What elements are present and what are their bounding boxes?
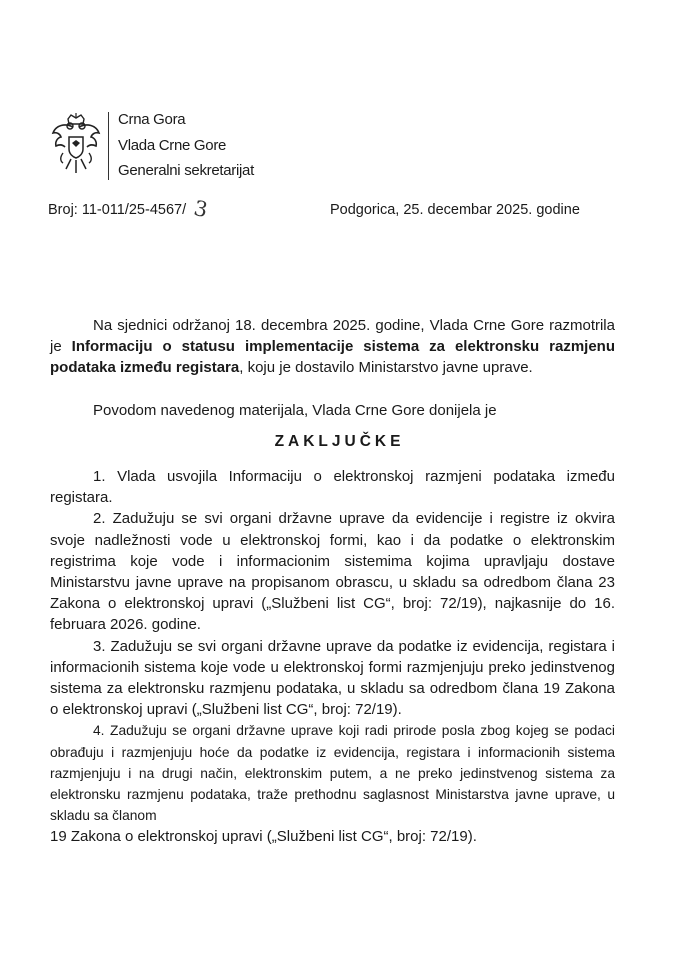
intro-text-end: , koju je dostavilo Ministarstvo javne uprave. [239, 359, 533, 377]
conclusion-4-end: 19 Zakona o elektronskoj upravi („Službeni list CG“, broj: 72/19). [50, 828, 477, 846]
conclusion-3: 3. Zadužuju se svi organi državne uprave da podatke iz evidencija, registara i informacionih sistema koje vode u elektronskoj formi razmjenjuju preko jedinstvenog sistema za elektronsku razmjenu podataka, u skladu sa odredbom člana 19 Zakona o elektronskoj upravi („Službeni list CG“, broj: 72/19). [50, 637, 615, 719]
intro-text-start: Na sjednici održanoj 18. decembra 2025. godine, Vlada Crne Gore razmotrila je [50, 317, 615, 356]
coat-of-arms-icon [51, 113, 101, 175]
header-country: Crna Gora [118, 111, 186, 128]
reference-number: Broj: 11-011/25-4567/ [48, 202, 187, 218]
conclusion-4: 4. Zadužuju se organi državne uprave koji radi prirode posla zbog kojeg se podaci obrađuju i razmjenjuju hoće da podatke iz evidencija, registara i informacionih sistema razmjenjuju i na drugi način, elektronskim putem, a ne preko jedinstvenog sistema za elektronsku razmjenu podataka, traže prethodnu saglasnost Ministarstva javne uprave, u skladu sa članom [50, 723, 615, 824]
header-divider [108, 112, 109, 180]
conclusion-2: 2. Zadužuju se svi organi državne uprave da evidencije i registre iz okvira svoje nadležnosti vode u elektronskoj formi, kao i da podatke o elektronskim registrima koje vode i informacionim sistemima kojima upravljaju dostave Ministarstvu javne uprave na propisanom obrascu, u skladu sa odredbom člana 23 Zakona o elektronskoj upravi („Službeni list CG“, broj: 72/19), najkasnije do 16. februara 2026. godine. [50, 510, 615, 634]
conclusions-list [50, 466, 615, 848]
handwritten-number: 3 [191, 195, 210, 223]
conclusion-1: 1. Vlada usvojila Informaciju o elektronskoj razmjeni podataka između registara. [50, 468, 615, 507]
intro-bold-subject: Informaciju o statusu implementacije sistema za elektronsku razmjenu podataka između registara [50, 338, 615, 377]
conclusions-heading: ZAKLJUČKE [274, 433, 405, 450]
intro-paragraph [50, 315, 615, 379]
document-date: Podgorica, 25. decembar 2025. godine [330, 202, 580, 218]
header-office: Generalni sekretarijat [118, 162, 254, 179]
header-government: Vlada Crne Gore [118, 137, 227, 154]
decision-statement: Povodom navedenog materijala, Vlada Crne Gore donijela je [93, 402, 497, 419]
